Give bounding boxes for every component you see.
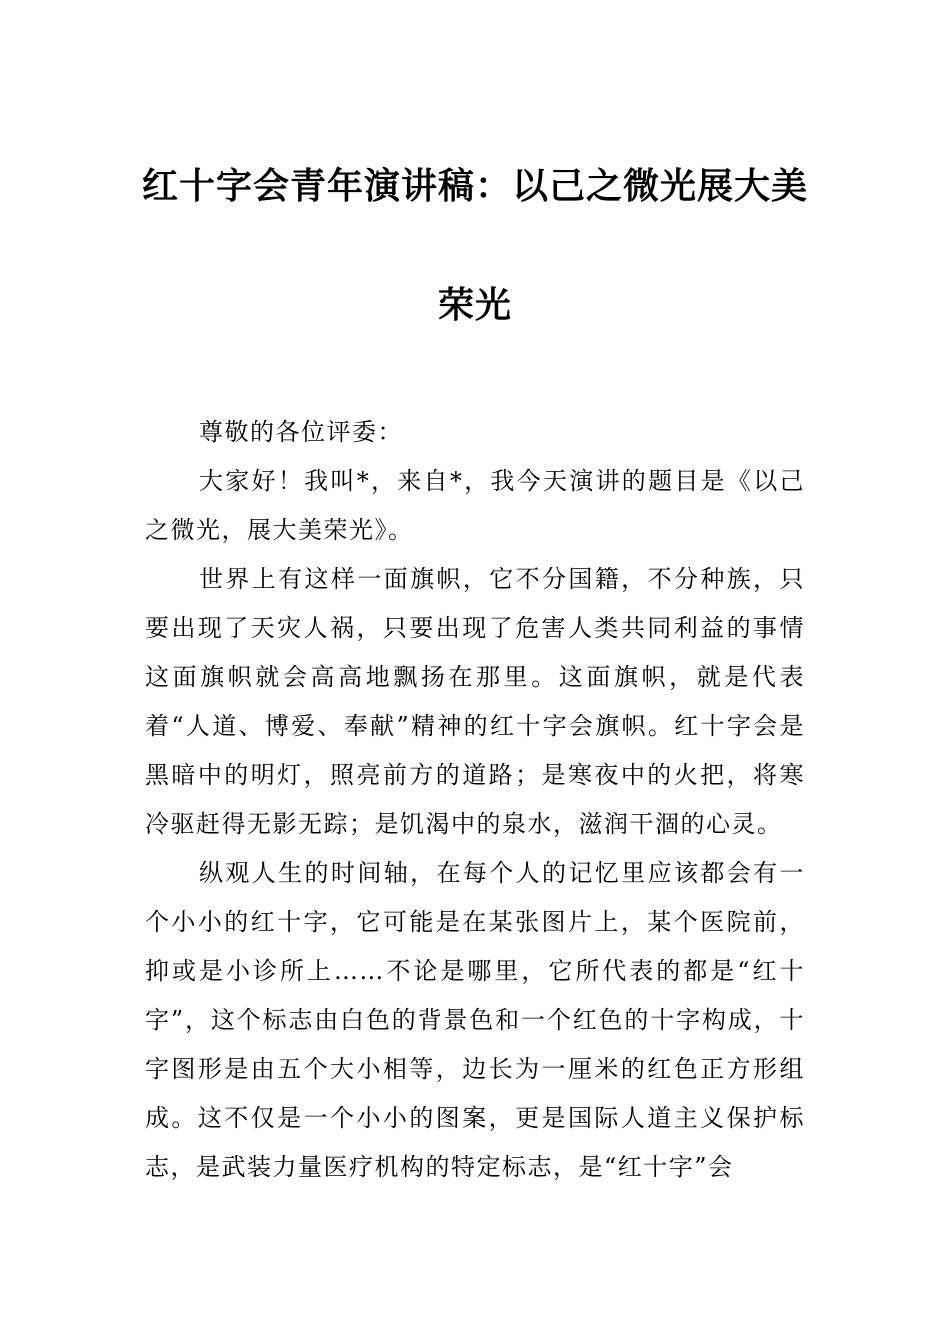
body-paragraph: 世界上有这样一面旗帜，它不分国籍，不分种族，只要出现了天灾人祸，只要出现了危害人类共同利益的事情这面旗帜就会高高地飘扬在那里。这面旗帜，就是代表着“人道、博爱、奉献”精神的红十字会旗帜。红十字会是黑暗中的明灯，照亮前方的道路；是寒夜中的火把，将寒冷驱赶得无影无踪；是饥渴中的泉水，滋润干涸的心灵。 (145, 565, 805, 838)
document-title-line-1: 红十字会青年演讲稿：以己之微光展大美 (141, 166, 808, 207)
document-title-line-2: 荣光 (437, 285, 512, 326)
speech-body (145, 408, 805, 1192)
greeting-paragraph: 尊敬的各位评委： (199, 418, 403, 446)
body-paragraph: 大家好！我叫*，来自*，我今天演讲的题目是《以己之微光，展大美荣光》。 (145, 467, 805, 544)
body-paragraph: 纵观人生的时间轴，在每个人的记忆里应该都会有一个小小的红十字，它可能是在某张图片上，某个医院前，抑或是小诊所上……不论是哪里，它所代表的都是“红十字”，这个标志由白色的背景色和一个红色的十字构成，十字图形是由五个大小相等，边长为一厘米的红色正方形组成。这不仅是一个小小的图案，更是国际人道主义保护标志，是武装力量医疗机构的特定标志，是“红十字”会 (145, 859, 805, 1181)
